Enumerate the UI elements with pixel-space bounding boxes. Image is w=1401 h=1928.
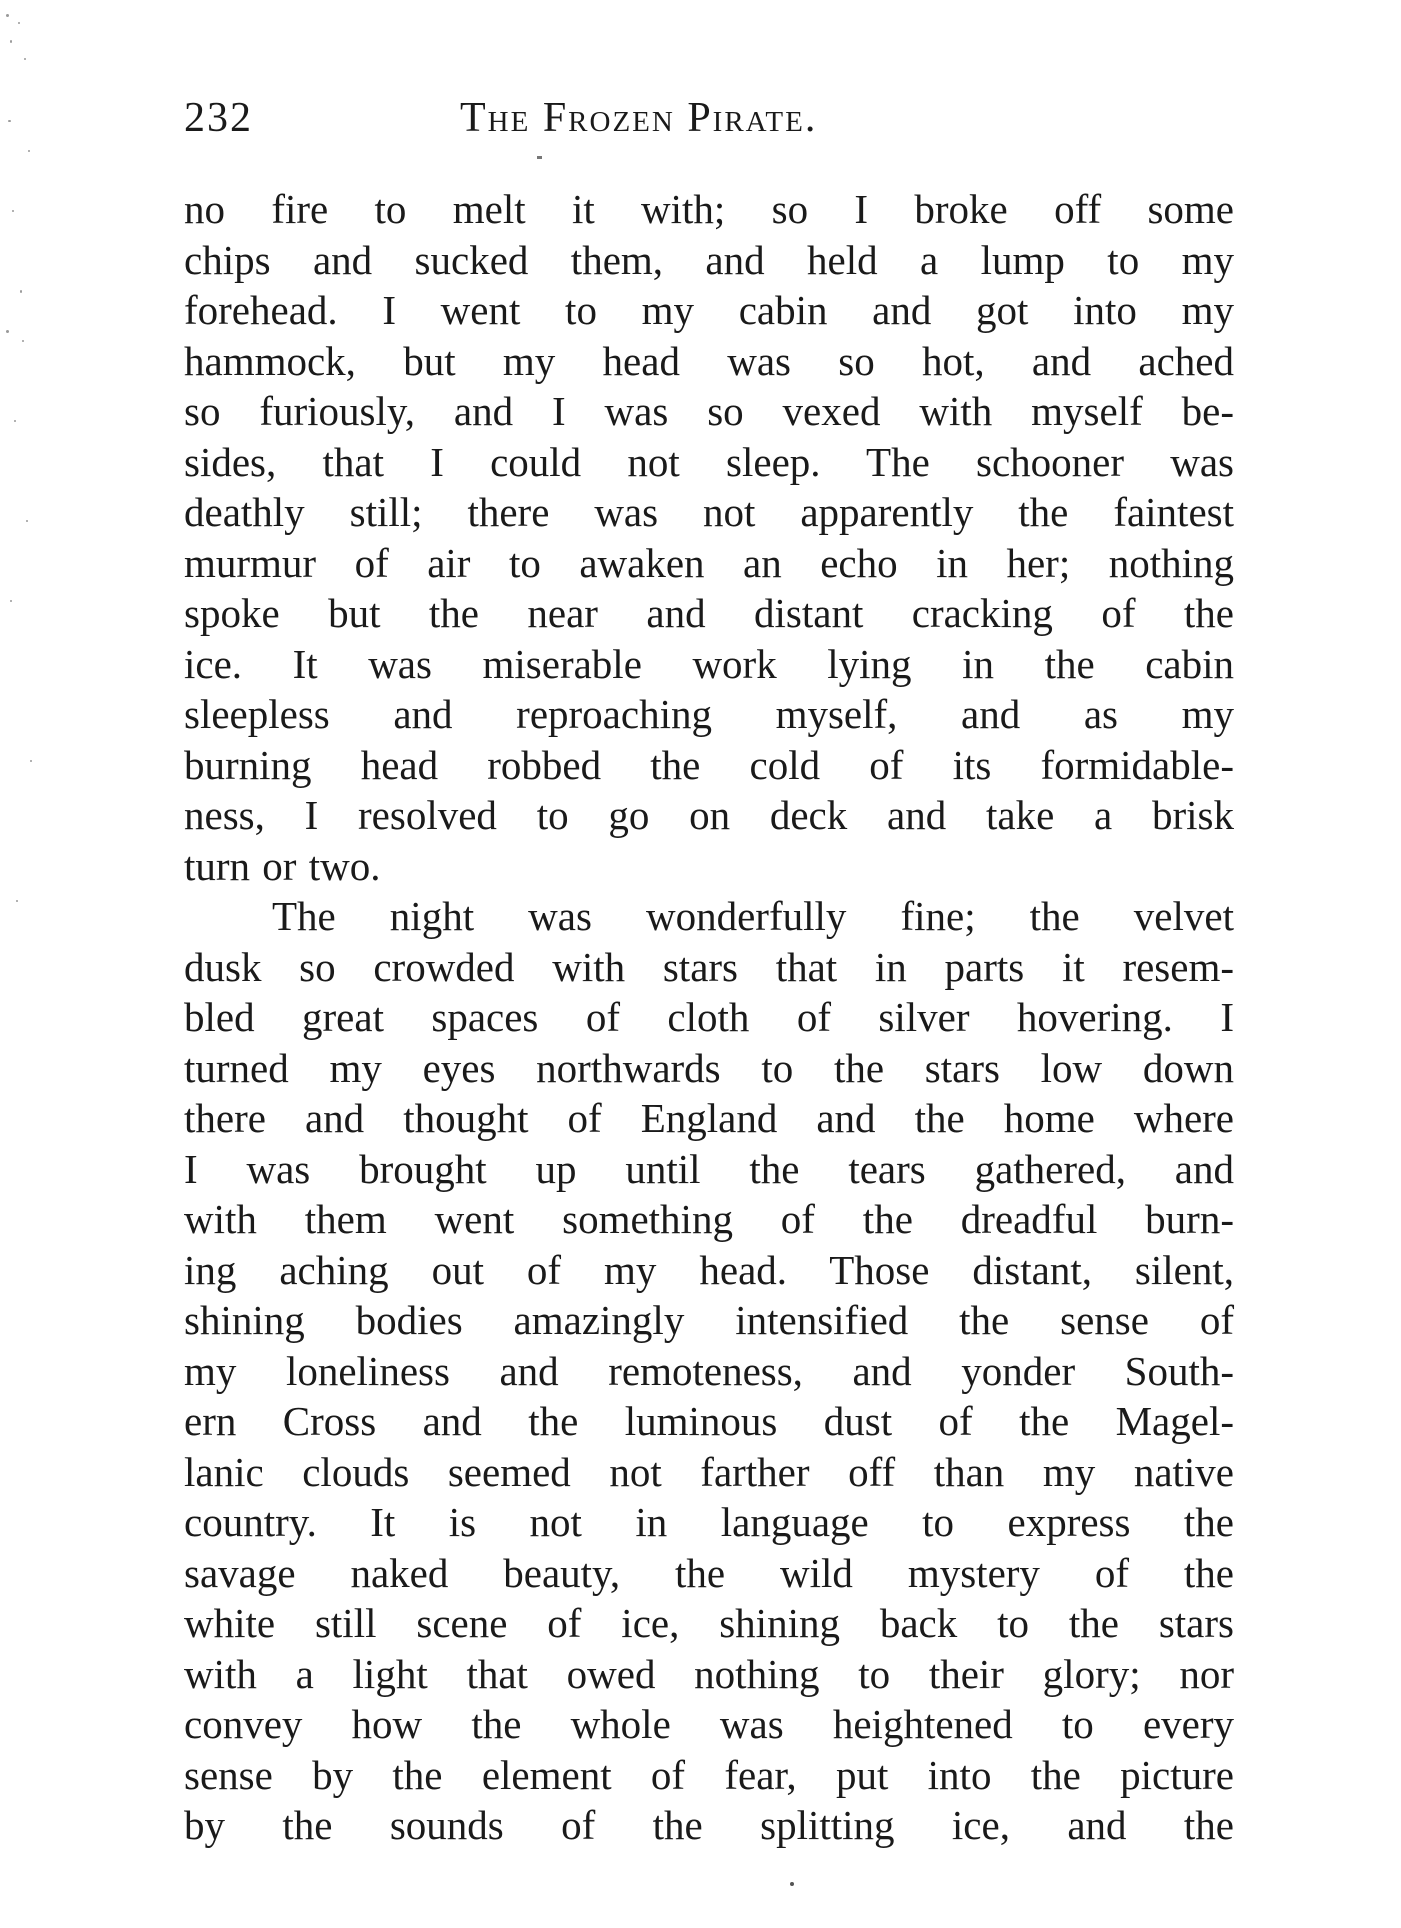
text-line-paragraph-end: turn or two. bbox=[184, 842, 381, 889]
body-text bbox=[184, 184, 1234, 1851]
text-line: deathly still; there was not apparently the faintest bbox=[184, 489, 1234, 535]
text-line: so furiously, and I was so vexed with myself be- bbox=[184, 388, 1234, 434]
page-header bbox=[184, 88, 1234, 148]
scan-gutter-specks bbox=[0, 0, 48, 1000]
text-line: ern Cross and the luminous dust of the Magel- bbox=[184, 1398, 1234, 1444]
text-line: there and thought of England and the home where bbox=[184, 1095, 1234, 1141]
page-number: 232 bbox=[184, 95, 253, 141]
text-line: with them went something of the dreadful burn- bbox=[184, 1196, 1234, 1242]
text-line: with a light that owed nothing to their glory; nor bbox=[184, 1650, 1234, 1697]
text-line: savage naked beauty, the wild mystery of the bbox=[184, 1549, 1234, 1596]
text-line: convey how the whole was heightened to every bbox=[184, 1701, 1234, 1747]
text-line: hammock, but my head was so hot, and ached bbox=[184, 337, 1234, 384]
text-line: turned my eyes northwards to the stars low down bbox=[184, 1044, 1234, 1091]
text-line: ness, I resolved to go on deck and take a brisk bbox=[184, 792, 1234, 838]
text-line: dusk so crowded with stars that in parts it resem- bbox=[184, 943, 1234, 990]
text-line: my loneliness and remoteness, and yonder South- bbox=[184, 1347, 1234, 1394]
text-line: sides, that I could not sleep. The schooner was bbox=[184, 438, 1234, 485]
text-line: country. It is not in language to express the bbox=[184, 1499, 1234, 1545]
text-line: white still scene of ice, shining back to the stars bbox=[184, 1600, 1234, 1646]
text-line: spoke but the near and distant cracking of the bbox=[184, 590, 1234, 636]
text-line: sleepless and reproaching myself, and as my bbox=[184, 691, 1234, 737]
text-line: ice. It was miserable work lying in the cabin bbox=[184, 640, 1234, 687]
text-line: murmur of air to awaken an echo in her; nothing bbox=[184, 539, 1234, 586]
text-line: I was brought up until the tears gathered, and bbox=[184, 1145, 1234, 1192]
print-mark bbox=[790, 1882, 794, 1886]
text-line: shining bodies amazingly intensified the sense of bbox=[184, 1297, 1234, 1343]
text-line: chips and sucked them, and held a lump to my bbox=[184, 236, 1234, 283]
print-mark bbox=[537, 156, 542, 159]
text-line: lanic clouds seemed not farther off than my native bbox=[184, 1448, 1234, 1495]
text-line: no fire to melt it with; so I broke off some bbox=[184, 186, 1234, 232]
running-title: The Frozen Pirate. bbox=[460, 95, 818, 141]
text-line: bled great spaces of cloth of silver hovering. I bbox=[184, 994, 1234, 1040]
text-line-paragraph-start: The night was wonderfully fine; the velvet bbox=[272, 893, 1234, 939]
text-line: ing aching out of my head. Those distant, silent, bbox=[184, 1246, 1234, 1293]
text-line: forehead. I went to my cabin and got into my bbox=[184, 287, 1234, 333]
text-line: sense by the element of fear, put into the picture bbox=[184, 1751, 1234, 1798]
text-line: burning head robbed the cold of its formidable- bbox=[184, 741, 1234, 788]
text-line: by the sounds of the splitting ice, and the bbox=[184, 1802, 1234, 1848]
